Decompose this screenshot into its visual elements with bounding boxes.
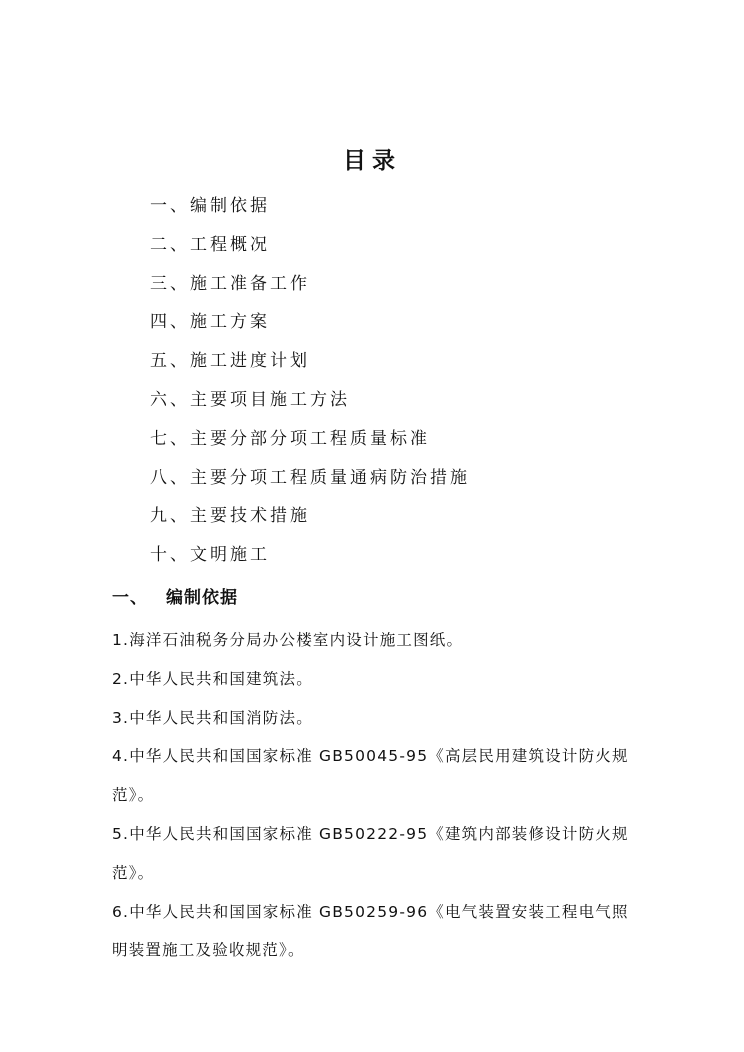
reference-text: 5.中华人民共和国国家标准 GB50222-95《建筑内部装修设计防火规 [112, 824, 629, 843]
toc-item: 五、施工进度计划 [150, 351, 310, 372]
reference-text: 6.中华人民共和国国家标准 GB50259-96《电气装置安装工程电气照 [112, 902, 629, 921]
reference-text-continued: 范》。 [112, 863, 155, 882]
reference-text: 3.中华人民共和国消防法。 [112, 708, 313, 727]
toc-item: 一、编制依据 [150, 196, 270, 216]
toc-item: 十、文明施工 [150, 545, 270, 566]
reference-text-continued: 明装置施工及验收规范》。 [112, 941, 305, 960]
reference-list [112, 621, 642, 970]
section-number: 一、 [112, 588, 148, 608]
reference-item [112, 893, 642, 971]
toc-item: 六、主要项目施工方法 [150, 389, 350, 410]
section-heading [112, 583, 238, 608]
toc-item: 二、工程概况 [150, 234, 270, 255]
reference-item [112, 737, 642, 815]
toc-list [150, 192, 470, 580]
reference-item [112, 699, 642, 738]
reference-text-continued: 范》。 [112, 786, 155, 805]
toc-item: 九、主要技术措施 [150, 506, 310, 527]
reference-text: 2.中华人民共和国建筑法。 [112, 669, 313, 688]
toc-item: 七、主要分部分项工程质量标准 [150, 428, 430, 449]
reference-item [112, 660, 642, 699]
reference-text: 4.中华人民共和国国家标准 GB50045-95《高层民用建筑设计防火规 [112, 747, 629, 766]
reference-item [112, 815, 642, 893]
toc-item: 三、施工准备工作 [150, 273, 310, 294]
toc-item: 四、施工方案 [150, 312, 270, 333]
reference-item [112, 621, 642, 660]
toc-title: 目录 [343, 148, 401, 174]
reference-text: 1.海洋石油税务分局办公楼室内设计施工图纸。 [112, 631, 464, 649]
toc-item: 八、主要分项工程质量通病防治措施 [150, 467, 470, 488]
section-title: 编制依据 [166, 588, 238, 608]
